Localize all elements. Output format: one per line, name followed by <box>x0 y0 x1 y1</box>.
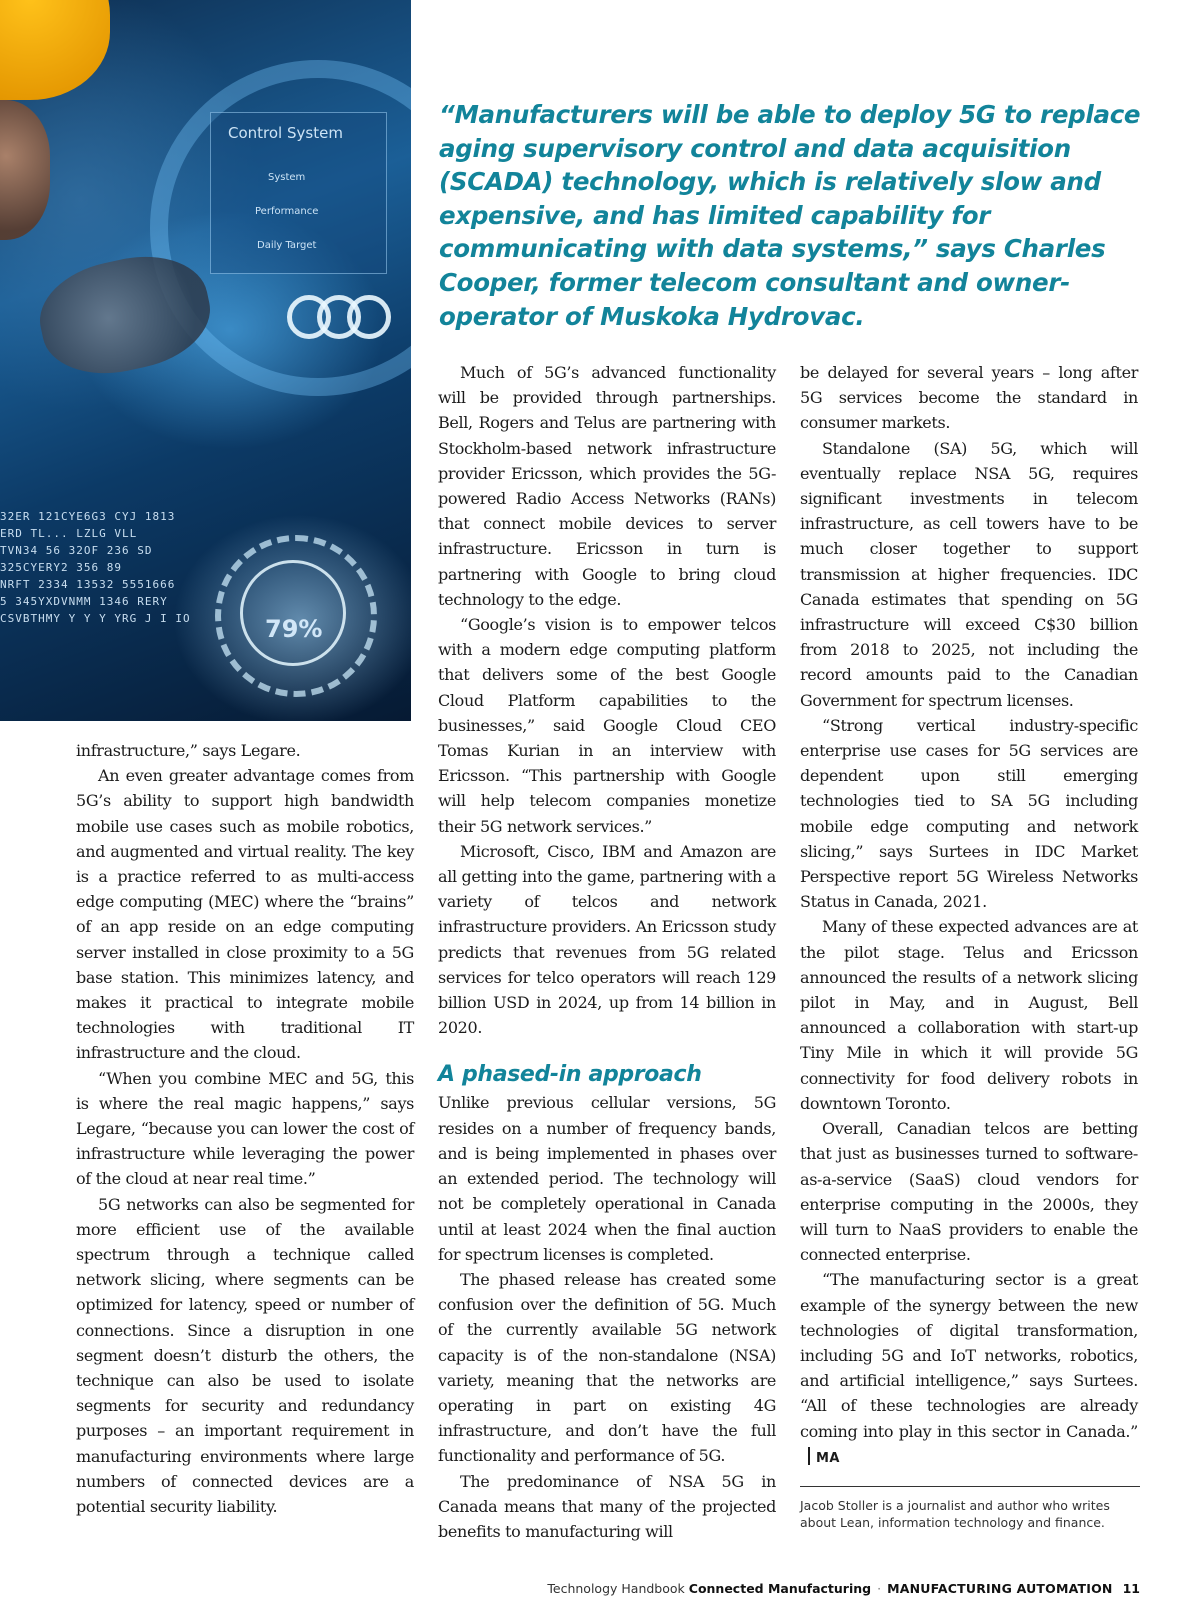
paragraph: be delayed for several years – long after 5G services become the standard in consumer markets. <box>800 363 1138 433</box>
footer-topic: Connected Manufacturing <box>688 1581 872 1596</box>
paragraph: Microsoft, Cisco, IBM and Amazon are all getting into the game, partnering with a variety of telcos and network infrastructure providers. An Ericsson study predicts that revenues from 5G related services for telco operators will reach 129 billion USD in 2024, up from 14 billion in 2020. <box>438 841 776 1038</box>
hud-item: Performance <box>255 206 319 217</box>
paragraph: Much of 5G’s advanced functionality will be provided through partnerships. Bell, Rogers and Telus are partnering with Stockholm-based network infrastructure provider Ericsson, which provides the 5G-powered Radio Access Networks (RANs) that connect mobile devices to server infrastructure. Ericsson in turn is partnering with Google to bring cloud technology to the edge. <box>438 363 776 609</box>
paragraph: infrastructure,” says Legare. <box>76 741 301 760</box>
paragraph: Standalone (SA) 5G, which will eventually replace NSA 5G, requires significant investments in telecom infrastructure, as cell towers have to be much closer together to support transmission at higher frequencies. IDC Canada estimates that spending on 5G infrastructure will exceed C$30 billion from 2018 to 2025, not including the record amounts paid to the Canadian Government for spectrum licenses. <box>800 438 1138 710</box>
paragraph: Many of these expected advances are at the pilot stage. Telus and Ericsson announced the results of a network slicing pilot in May, and in August, Bell announced a collaboration with start-up Tiny Mile in which it will provide 5G connectivity for food delivery robots in downtown Toronto. <box>800 917 1138 1113</box>
footer-separator: · <box>877 1581 882 1596</box>
hud-item: System <box>268 172 306 183</box>
signoff-divider <box>808 1447 810 1465</box>
paragraph: The predominance of NSA 5G in Canada means that many of the projected benefits to manufacturing will <box>438 1471 776 1541</box>
code-line: ERD TL... LZLG VLL <box>0 527 138 540</box>
paragraph: Unlike previous cellular versions, 5G resides on a number of frequency bands, and is being implemented in phases over an extended period. The technology will not be completely operational in Canada until at least 2024 when the final auction for spectrum licenses is completed. <box>438 1093 776 1264</box>
article-column-left <box>76 738 414 1519</box>
paragraph-text: “The manufacturing sector is a great example of the synergy between the new technologies of digital transformation, including 5G and IoT networks, robotics, and artificial intelligence,” says Surtees. “All of these technologies are already coming into play in this sector in Canada.” <box>800 1270 1138 1441</box>
code-line: NRFT 2334 13532 5551666 <box>0 578 176 591</box>
paragraph: “When you combine MEC and 5G, this is where the real magic happens,” says Legare, “because you can lower the cost of infrastructure while leveraging the power of the cloud at near real time.” <box>76 1068 414 1189</box>
code-line: 32ER 121CYE6G3 CYJ 1813 <box>0 510 176 523</box>
bio-divider <box>800 1486 1140 1487</box>
gauge-value: 79% <box>265 615 323 643</box>
paragraph: “Google’s vision is to empower telcos with a modern edge computing platform that delivers some of the best Google Cloud Platform capabilities to the businesses,” said Google Cloud CEO Tomas Kurian in an interview with Ericsson. “This partnership with Google will help telecom companies monetize their 5G network services.” <box>438 615 776 836</box>
section-heading: A phased-in approach <box>438 1062 702 1088</box>
hud-ring-icon <box>347 295 391 339</box>
hud-title: Control System <box>228 124 343 142</box>
signoff-mark: MA <box>816 1450 840 1466</box>
footer-section: Technology Handbook <box>547 1581 685 1596</box>
page-footer <box>547 1581 1140 1596</box>
paragraph: The phased release has created some confusion over the definition of 5G. Much of the currently available 5G network capacity is of the non-standalone (NSA) variety, meaning that the networks are operating in part on existing 4G infrastructure, and don’t have the full functionality and performance of 5G. <box>438 1269 776 1466</box>
code-line: CSVBTHMY Y Y Y YRG J I IO <box>0 612 191 625</box>
code-line: TVN34 56 32OF 236 SD <box>0 544 153 557</box>
hero-image <box>0 0 411 721</box>
article-column-middle <box>438 360 776 1544</box>
hard-hat <box>0 0 110 100</box>
code-line: 5 345YXDVNMM 1346 RERY <box>0 595 168 608</box>
footer-magazine: MANUFACTURING AUTOMATION <box>887 1581 1113 1596</box>
paragraph: “Strong vertical industry-specific enterprise use cases for 5G services are dependent upon still emerging technologies tied to SA 5G including mobile edge computing and network slicing,” says Surtees in IDC Market Perspective report 5G Wireless Networks Status in Canada, 2021. <box>800 715 1138 912</box>
author-bio: Jacob Stoller is a journalist and author who writes about Lean, information technology and finance. <box>800 1498 1110 1530</box>
paragraph-last <box>800 1267 1138 1471</box>
paragraph: An even greater advantage comes from 5G’s ability to support high bandwidth mobile use cases such as mobile robotics, and augmented and virtual reality. The key is a practice referred to as multi-access edge computing (MEC) where the “brains” of an app reside on an edge computing server installed in close proximity to a 5G base station. This minimizes latency, and makes it practical to integrate mobile technologies with traditional IT infrastructure and the cloud. <box>76 766 414 1063</box>
paragraph: Overall, Canadian telcos are betting that just as businesses turned to software-as-a-service (SaaS) cloud vendors for enterprise computing in the 2000s, they will turn to NaaS providers to enable the connected enterprise. <box>800 1119 1138 1265</box>
hud-item: Daily Target <box>257 240 317 251</box>
worker-face <box>0 100 50 240</box>
gauge-inner-ring <box>240 560 346 666</box>
paragraph: 5G networks can also be segmented for more efficient use of the available spectrum through a technique called network slicing, where segments can be optimized for latency, speed or number of connections. Since a disruption in one segment doesn’t disturb the others, the technique can also be used to isolate segments for security and redundancy purposes – an important requirement in manufacturing environments where large numbers of connected devices are a potential security liability. <box>76 1194 414 1517</box>
code-line: 325CYERY2 356 89 <box>0 561 122 574</box>
article-column-right <box>800 360 1138 1471</box>
pull-quote: “Manufacturers will be able to deploy 5G to replace aging supervisory control and data acquisition (SCADA) technology, which is relatively slow and expensive, and has limited capability for communicating with data systems,” says Charles Cooper, former telecom consultant and owner-operator of Muskoka Hydrovac. <box>439 100 1141 331</box>
page-number: 11 <box>1122 1581 1140 1596</box>
